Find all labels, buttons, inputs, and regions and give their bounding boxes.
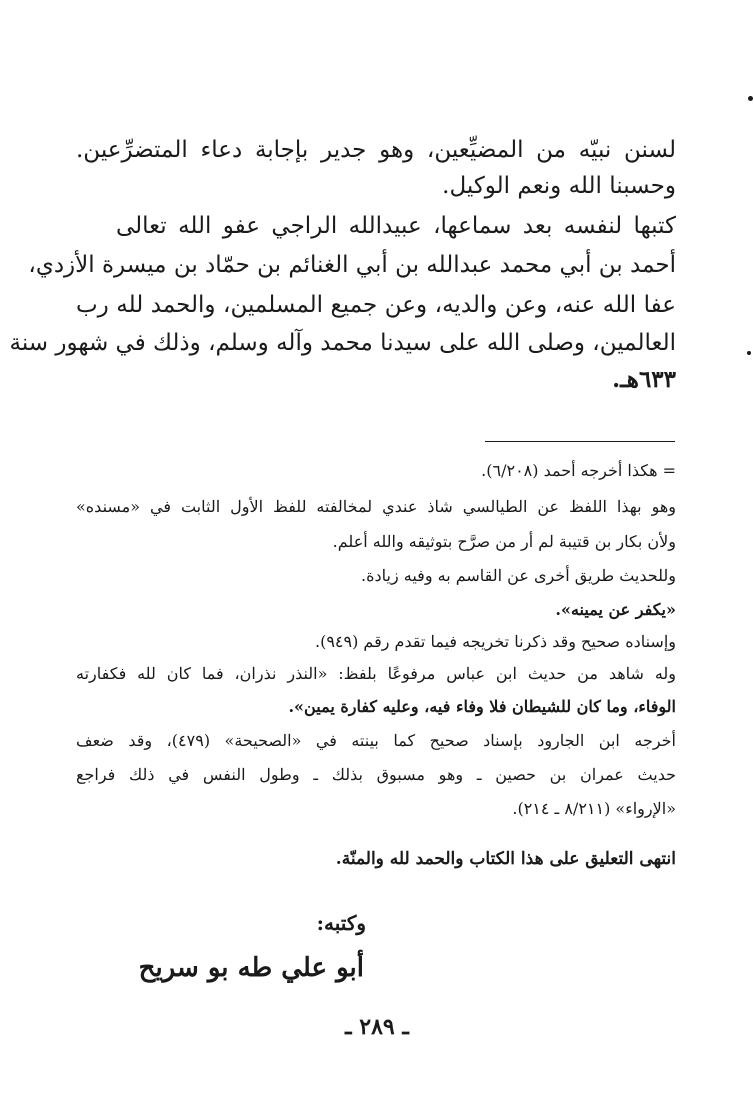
main-text-line-4: أحمد بن أبي محمد عبدالله بن أبي الغنائم بن حمّاد بن ميسرة الأزدي، (28, 252, 676, 278)
footnote-line-8: الوفاء، وما كان للشيطان فلا وفاء فيه، وعليه كفارة يمين». (288, 697, 676, 716)
footnote-line-4: وللحديث طريق أخرى عن القاسم به وفيه زيادة. (361, 566, 676, 585)
footnote-line-5: «يكفر عن يمينه». (555, 600, 676, 619)
signature-label: وكتبه: (316, 911, 366, 935)
footnote-line-7: وله شاهد من حديث ابن عباس مرفوعًا بلفظ: «النذر نذران، فما كان لله فكفارته (76, 664, 676, 683)
footnote-line-9: أخرجه ابن الجارود بإسناد صحيح كما بينته في «الصحيحة» (٤٧٩)، وقد ضعف (76, 731, 676, 750)
page-number: ـ ٢٨٩ ـ (345, 1014, 409, 1040)
footnote-line-3: ولأن بكار بن قتيبة لم أر من صرَّح بتوثيقه والله أعلم. (332, 532, 676, 551)
signature-name: أبو علي طه بو سريح (138, 953, 364, 983)
footnote-line-6: وإسناده صحيح وقد ذكرنا تخريجه فيما تقدم رقم (٩٤٩). (314, 632, 676, 651)
main-text-line-7: ٦٣٣هـ. (612, 366, 676, 393)
footnote-separator (485, 441, 675, 442)
footnote-line-2: وهو بهذا اللفظ عن الطيالسي شاذ عندي لمخالفته للفظ الأول الثابت في «مسنده» (76, 497, 676, 516)
main-text-line-5: عفا الله عنه، وعن والديه، وعن جميع المسلمين، والحمد لله رب (76, 292, 676, 318)
main-text-line-3: كتبها لنفسه بعد سماعها، عبيدالله الراجي عفو الله تعالى (116, 213, 676, 239)
footnote-line-11: «الإرواء» (٨/٢١١ ـ ٢١٤). (512, 799, 676, 818)
footnote-line-10: حديث عمران بن حصين ـ وهو مسبوق بذلك ـ وطول النفس في ذلك فراجع (76, 765, 676, 784)
main-text-line-6: العالمين، وصلى الله على سيدنا محمد وآله وسلم، وذلك في شهور سنة (9, 330, 676, 356)
main-text-line-1: لسنن نبيّه من المضيِّعين، وهو جدير بإجابة دعاء المتضرِّعين. (76, 137, 676, 163)
main-text-line-2: وحسبنا الله ونعم الوكيل. (442, 173, 676, 199)
footnote-line-1: = هكذا أخرجه أحمد (٦/٢٠٨). (481, 461, 676, 480)
margin-mark-small (747, 351, 751, 355)
closing-remark: انتهى التعليق على هذا الكتاب والحمد لله والمنّة. (335, 849, 676, 869)
margin-mark (748, 96, 753, 101)
